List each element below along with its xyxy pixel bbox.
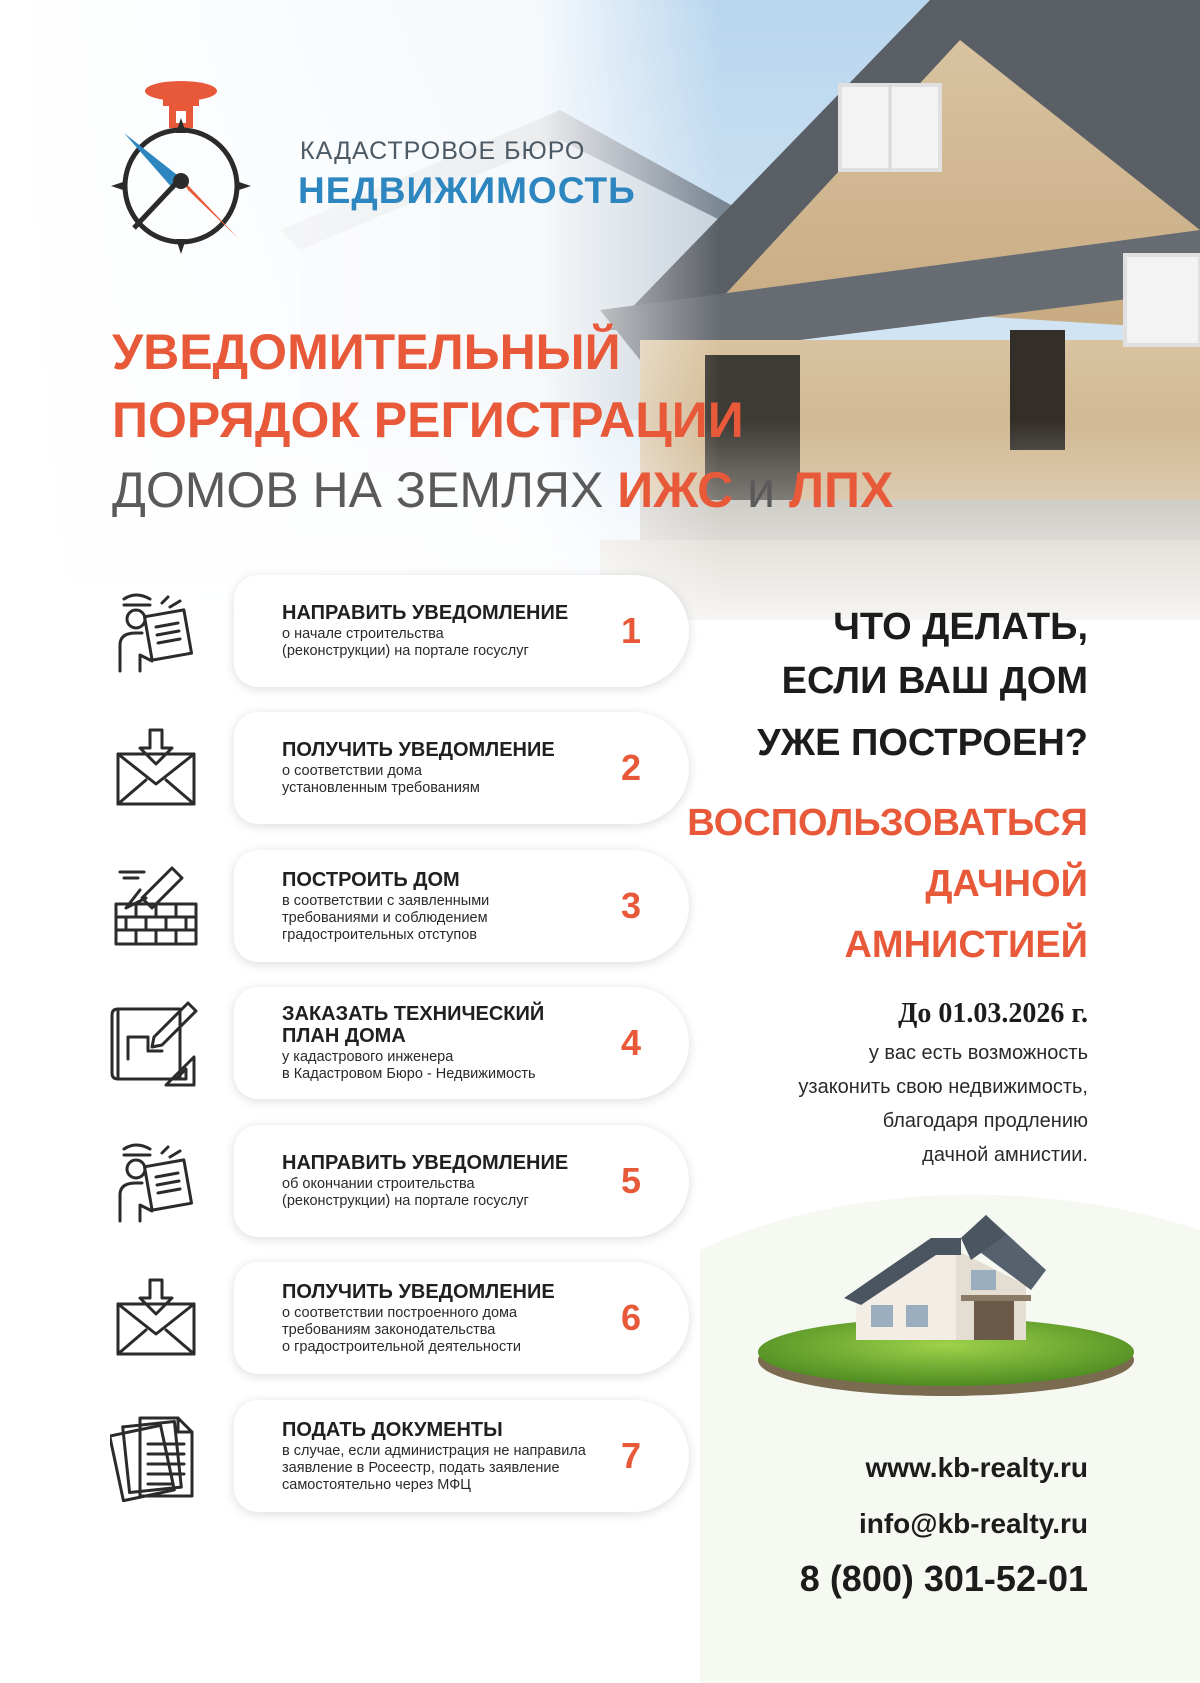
answer-line-3: АМНИСТИЕЙ — [844, 924, 1088, 966]
headline-conjunction: и — [733, 462, 789, 518]
step-title: ПОЛУЧИТЬ УВЕДОМЛЕНИЕ — [282, 739, 555, 761]
step-title: ЗАКАЗАТЬ ТЕХНИЧЕСКИЙ ПЛАН ДОМА — [282, 1003, 545, 1047]
headline-line-1: УВЕДОМИТЕЛЬНЫЙ — [112, 324, 621, 380]
step-number: 2 — [620, 747, 641, 788]
step-number: 5 — [620, 1160, 641, 1201]
info-line-3: благодаря продлению — [882, 1110, 1088, 1132]
answer-line-2: ДАЧНОЙ — [925, 863, 1088, 905]
compass-logo-icon — [106, 78, 256, 258]
step-description-line: заявление в Росеестр, подать заявление — [282, 1460, 560, 1476]
step-description-line: (реконструкции) на портале госуслуг — [282, 643, 529, 659]
step-number: 7 — [620, 1435, 641, 1476]
step-description-line: у кадастрового инженера — [282, 1049, 454, 1065]
worker-document-icon — [110, 1135, 202, 1227]
step-card-2 — [234, 712, 689, 824]
step-description-line: (реконструкции) на портале госуслуг — [282, 1193, 529, 1209]
headline-line-2: ПОРЯДОК РЕГИСТРАЦИИ — [112, 392, 744, 448]
answer-line-1: ВОСПОЛЬЗОВАТЬСЯ — [687, 802, 1088, 844]
step-description-line: о соответствии дома — [282, 763, 422, 779]
step-number: 3 — [620, 885, 641, 926]
step-description-line: требованиям законодательства — [282, 1322, 496, 1338]
step-description-line: о начале строительства — [282, 626, 444, 642]
info-line-4: дачной амнистии. — [922, 1144, 1088, 1166]
step-description-line: самостоятельно через МФЦ — [282, 1477, 471, 1493]
step-description-line: градостроительных отступов — [282, 927, 477, 943]
info-line-1: у вас есть возможность — [868, 1042, 1088, 1064]
worker-document-icon — [110, 585, 202, 677]
step-description-line: о градостроительной деятельности — [282, 1339, 521, 1355]
step-number: 6 — [620, 1297, 641, 1338]
step-description-line: установленным требованиям — [282, 780, 480, 796]
step-number: 1 — [620, 610, 641, 651]
email-link[interactable]: info@kb-realty.ru — [858, 1508, 1088, 1539]
envelope-download-icon — [110, 1272, 202, 1364]
step-card-5 — [234, 1125, 689, 1237]
step-number: 4 — [620, 1022, 641, 1063]
question-line-2: ЕСЛИ ВАШ ДОМ — [781, 660, 1088, 702]
step-card-3 — [234, 850, 689, 962]
envelope-download-icon — [110, 722, 202, 814]
logo-subtitle: КАДАСТРОВОЕ БЮРО — [300, 137, 586, 165]
step-description-line: в Кадастровом Бюро - Недвижимость — [282, 1066, 536, 1082]
question-line-3: УЖЕ ПОСТРОЕН? — [757, 722, 1088, 764]
step-description-line: о соответствии построенного дома — [282, 1305, 518, 1321]
headline-izhs: ИЖС — [617, 462, 734, 518]
headline-prefix: ДОМОВ НА ЗЕМЛЯХ — [112, 462, 618, 518]
step-card-4 — [234, 987, 689, 1099]
step-description-line: требованиями и соблюдением — [282, 910, 488, 926]
step-title: ПОСТРОИТЬ ДОМ — [282, 869, 460, 891]
step-card-1 — [234, 575, 689, 687]
website-link[interactable]: www.kb-realty.ru — [865, 1452, 1088, 1483]
question-line-1: ЧТО ДЕЛАТЬ, — [833, 606, 1088, 648]
step-title: ПОДАТЬ ДОКУМЕНТЫ — [282, 1419, 503, 1441]
logo-brand: НЕДВИЖИМОСТЬ — [298, 170, 636, 211]
headline-line-3 — [112, 460, 893, 520]
blueprint-pencil-icon — [110, 997, 202, 1089]
phone-number[interactable]: 8 (800) 301-52-01 — [799, 1558, 1088, 1599]
step-title: НАПРАВИТЬ УВЕДОМЛЕНИЕ — [282, 1152, 569, 1174]
brick-wall-trowel-icon — [110, 860, 202, 952]
amnesty-deadline: До 01.03.2026 г. — [898, 998, 1088, 1029]
house-on-lawn-illustration — [756, 1210, 1136, 1400]
documents-stack-icon — [110, 1410, 202, 1502]
headline-lph: ЛПХ — [788, 462, 894, 518]
step-description-line: об окончании строительства — [282, 1176, 475, 1192]
step-title: НАПРАВИТЬ УВЕДОМЛЕНИЕ — [282, 602, 569, 624]
step-title: ПОЛУЧИТЬ УВЕДОМЛЕНИЕ — [282, 1281, 555, 1303]
step-card-7 — [234, 1400, 689, 1512]
step-description-line: в соответствии с заявленными — [282, 893, 490, 909]
info-line-2: узаконить свою недвижимость, — [798, 1076, 1088, 1098]
step-description-line: в случае, если администрация не направила — [282, 1443, 586, 1459]
step-card-6 — [234, 1262, 689, 1374]
